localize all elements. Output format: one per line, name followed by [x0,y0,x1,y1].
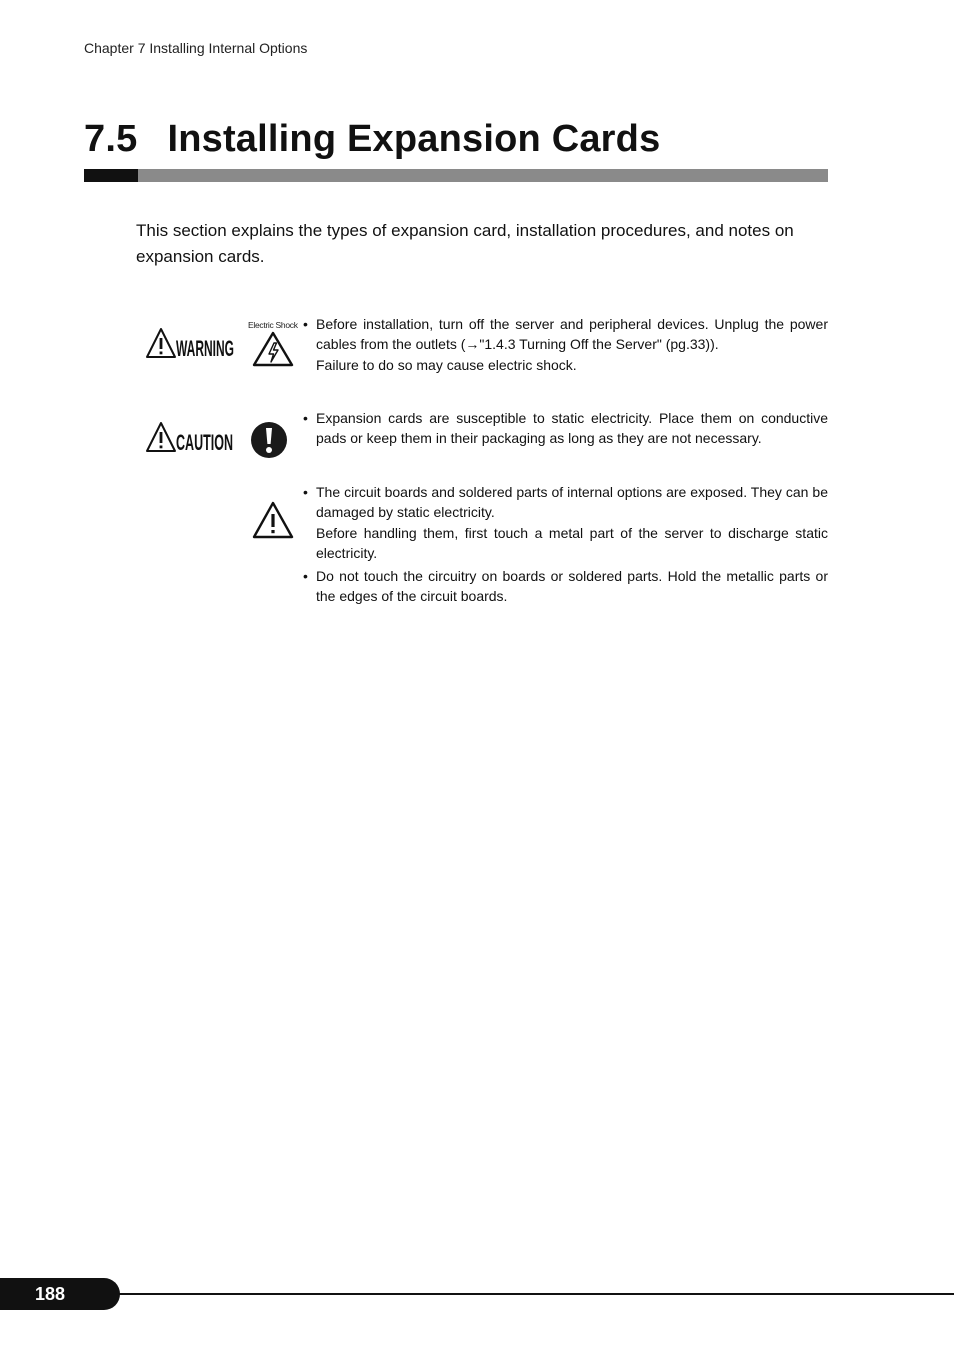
general-caution-note-line: Before handling them, first touch a metal part of the server to discharge static electricity. [316,524,828,561]
warning-note-line: Failure to do so may cause electric shock. [316,356,577,373]
caution-note: • Expansion cards are susceptible to static electricity. Place them on conductive pads or keep them in their packaging as long as they are not necessary. [303,408,828,449]
caution-badge [145,421,237,453]
section-number: 7.5 [84,118,138,160]
electric-shock-triangle-icon [252,331,294,367]
intro-paragraph: This section explains the types of expansion card, installation procedures, and notes on expansion cards. [136,221,794,266]
general-caution-note-line: • The circuit boards and soldered parts of internal options are exposed. They can be damaged by static electricity. [316,484,828,521]
caution-triangle-icon [252,501,294,539]
warning-note-line: • Before installation, turn off the server and peripheral devices. Unplug the power cables from the outlets (→"1.4.3 Turning Off the Server" (pg.33)). [316,316,828,353]
section-title [84,118,660,161]
general-caution-note [303,482,828,563]
running-head: Chapter 7 Installing Internal Options [84,40,308,56]
section-title-text: Installing Expansion Cards [167,118,661,160]
caution-notes [303,408,828,452]
caution-badge-label: CAUTION [176,430,233,455]
caution-triangle-small-icon [147,423,175,451]
title-rule-gray [138,169,828,182]
title-rule-black [84,169,138,182]
warning-notes [303,314,828,378]
page-number: 188 [34,1284,66,1304]
warning-badge-label: WARNING [176,336,234,361]
footer-rule [110,1293,954,1295]
warning-note [303,314,828,375]
general-caution-notes [303,482,828,610]
warning-triangle-icon [147,329,175,357]
electric-shock-caption: Electric Shock [248,320,298,330]
warning-badge [145,327,237,359]
mandatory-exclamation-circle-icon [250,421,288,459]
general-caution-note: • Do not touch the circuitry on boards or soldered parts. Hold the metallic parts or the edges of the circuit boards. [303,566,828,607]
